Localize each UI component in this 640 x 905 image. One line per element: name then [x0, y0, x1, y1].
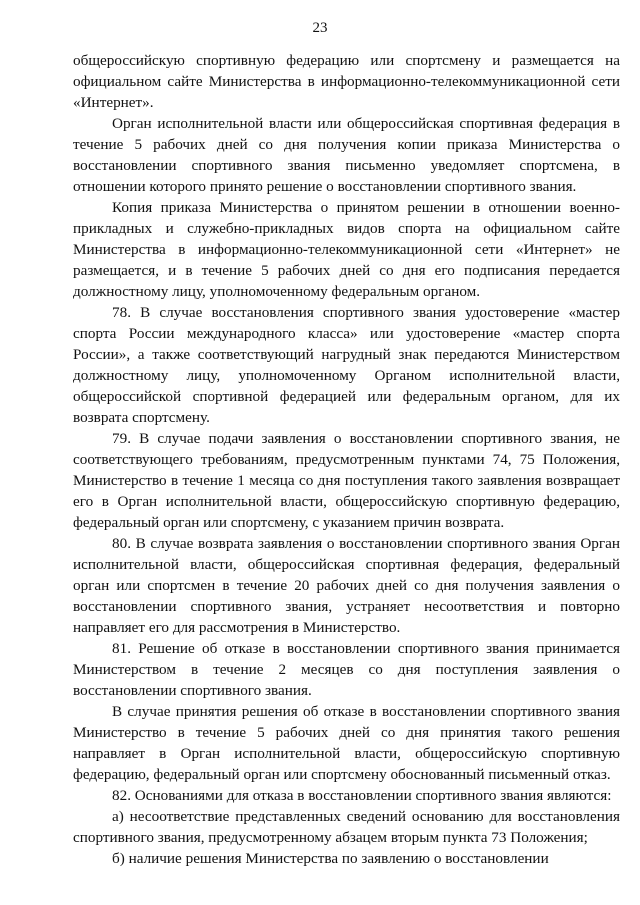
document-body [73, 50, 620, 869]
paragraph-refusal-notice: В случае принятия решения об отказе в восстановлении спортивного звания Министерство в течение 5 рабочих дней со дня принятия такого решения направляет в Орган исполнительной власти, общероссийскую спортивную федерацию, федеральный орган или спортсмену обоснованный письменный отказ. [73, 703, 620, 783]
paragraph-item-79: 79. В случае подачи заявления о восстановлении спортивного звания, не соответствующего требованиям, предусмотренным пунктами 74, 75 Положения, Министерство в течение 1 месяца со дня поступления такого заявления возвращает его в Орган исполнительной власти, общероссийскую спортивную федерацию, федеральный орган или спортсмену, с указанием причин возврата. [73, 430, 620, 531]
page-number: 23 [312, 20, 328, 36]
paragraph-continuation: общероссийскую спортивную федерацию или спортсмену и размещается на официальном сайте Министерства в информационно-телекоммуникационной сети «Интернет». [73, 52, 620, 111]
paragraph-item-80: 80. В случае возврата заявления о восстановлении спортивного звания Орган исполнительной власти, общероссийская спортивная федерация, федеральный орган или спортсмен в течение 20 рабочих дней со дня получения заявления о восстановлении спортивного звания, устраняет несоответствия и повторно направляет его для рассмотрения в Министерство. [73, 535, 620, 636]
paragraph-item-81: 81. Решение об отказе в восстановлении спортивного звания принимается Министерством в течение 2 месяцев со дня поступления заявления о восстановлении спортивного звания. [73, 640, 620, 699]
paragraph-notification: Орган исполнительной власти или общероссийская спортивная федерация в течение 5 рабочих дней со дня получения копии приказа Министерства о восстановлении спортивного звания письменно уведомляет спортсмена, в отношении которого принято решение о восстановлении спортивного звания. [73, 115, 620, 195]
paragraph-item-82-a: а) несоответствие представленных сведений основанию для восстановления спортивного звания, предусмотренному абзацем вторым пункта 73 Положения; [73, 808, 620, 846]
paragraph-item-82-b: б) наличие решения Министерства по заявлению о восстановлении [112, 850, 549, 867]
paragraph-item-82: 82. Основаниями для отказа в восстановлении спортивного звания являются: [112, 787, 612, 804]
paragraph-military-sports: Копия приказа Министерства о принятом решении в отношении военно-прикладных и служебно-прикладных видов спорта на официальном сайте Министерства в информационно-телекоммуникационной сети «Интернет» не размещается, и в течение 5 рабочих дней со дня его подписания передается должностному лицу, уполномоченному федеральным органом. [73, 199, 620, 300]
paragraph-item-78: 78. В случае восстановления спортивного звания удостоверение «мастер спорта России международного класса» или удостоверение «мастер спорта России», а также соответствующий нагрудный знак передаются Министерством должностному лицу, уполномоченному Органом исполнительной власти, общероссийской спортивной федерацией или федеральным органом, для их возврата спортсмену. [73, 304, 620, 426]
